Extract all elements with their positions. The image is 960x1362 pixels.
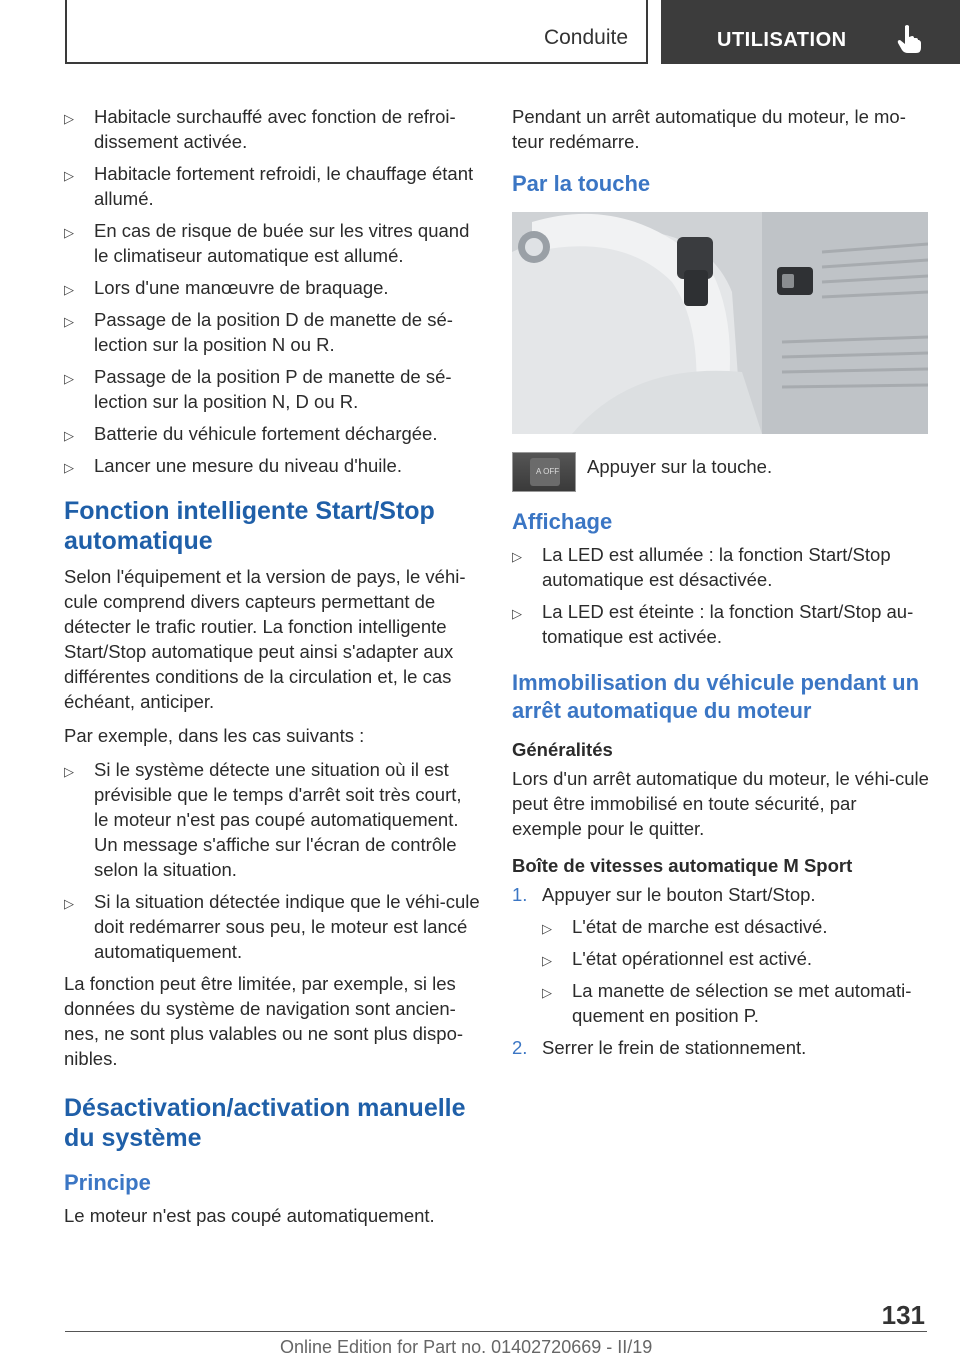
pointing-hand-icon	[896, 24, 922, 54]
heading-intelligent-start-stop: Fonction intelligente Start/Stop automatique	[64, 497, 435, 555]
heading-immobilisation: Immobilisation du véhicule pendant un arrêt automatique du moteur	[512, 670, 920, 723]
paragraph-intelligent: Selon l'équipement et la version de pays, le véhi-cule comprend divers capteurs permettant de détecter le trafic routier. La fonction intelligente Start/Stop automatique peut ainsi s'adapter aux différentes conditions de la circulation et, le cas échéant, anticiper.	[64, 566, 466, 712]
header-chapter-tab	[661, 0, 960, 64]
dashboard-illustration	[512, 212, 928, 434]
triangle-bullet-icon: ▷	[542, 921, 552, 936]
heading-generalites: Généralités	[512, 739, 613, 760]
triangle-bullet-icon: ▷	[64, 225, 74, 240]
triangle-bullet-icon: ▷	[64, 168, 74, 183]
list-item: ▷ Si la situation détectée indique que le véhi-cule doit redémarrer sous peu, le moteur est lancé automatiquement.	[64, 891, 480, 962]
step-item	[512, 882, 930, 1028]
affichage-list	[512, 542, 930, 649]
button-instruction	[512, 452, 930, 492]
step-number: 1.	[512, 884, 528, 905]
triangle-bullet-icon: ▷	[64, 460, 74, 475]
triangle-bullet-icon: ▷	[64, 428, 74, 443]
list-item: ▷ La manette de sélection se met automati-quement en position P.	[542, 980, 912, 1026]
heading-par-la-touche: Par la touche	[512, 171, 651, 196]
steps-list	[512, 882, 930, 1060]
step-number: 2.	[512, 1037, 528, 1058]
triangle-bullet-icon: ▷	[64, 282, 74, 297]
heading-principe: Principe	[64, 1170, 151, 1195]
list-item: ▷ Habitacle fortement refroidi, le chauffage étant allumé.	[64, 163, 474, 209]
left-column	[64, 104, 480, 1237]
list-item: ▷ Batterie du véhicule fortement déchargée.	[64, 421, 480, 446]
paragraph-example: Par exemple, dans les cas suivants :	[64, 725, 365, 746]
step-text: Serrer le frein de stationnement.	[542, 1037, 807, 1058]
footer-divider	[65, 1331, 927, 1332]
paragraph-restart: Pendant un arrêt automatique du moteur, le mo-teur redémarre.	[512, 106, 906, 152]
list-item: ▷ La LED est éteinte : la fonction Start/Stop au-tomatique est activée.	[512, 601, 914, 647]
list-item: ▷ Habitacle surchauffé avec fonction de refroi-dissement activée.	[64, 106, 456, 152]
heading-boite: Boîte de vitesses automatique M Sport	[512, 855, 853, 876]
triangle-bullet-icon: ▷	[512, 606, 522, 621]
conditions-list	[64, 104, 480, 478]
heading-affichage: Affichage	[512, 509, 613, 534]
page-number: 131	[881, 1300, 925, 1330]
list-item: ▷ L'état opérationnel est activé.	[542, 946, 930, 971]
right-column	[512, 104, 930, 1067]
triangle-bullet-icon: ▷	[64, 314, 74, 329]
heading-deactivation: Désactivation/activation manuelle du système	[64, 1094, 466, 1152]
list-item: ▷ Passage de la position P de manette de sé-lection sur la position N, D ou R.	[64, 366, 452, 412]
paragraph-generalites: Lors d'un arrêt automatique du moteur, le véhi-cule peut être immobilisé en toute sécurité, par exemple pour le quitter.	[512, 768, 929, 839]
auto-start-stop-off-button-icon	[512, 452, 576, 492]
footer-edition: Online Edition for Part no. 01402720669 - II/19	[280, 1337, 653, 1357]
triangle-bullet-icon: ▷	[542, 985, 552, 1000]
list-item: ▷ Si le système détecte une situation où il est prévisible que le temps d'arrêt soit très court, le moteur n'est pas coupé automatiquement. Un message s'affiche sur l'écran de contrôle selon la situation.	[64, 759, 462, 880]
triangle-bullet-icon: ▷	[542, 953, 552, 968]
triangle-bullet-icon: ▷	[64, 111, 74, 126]
header-section-title: Conduite	[543, 26, 628, 49]
list-item: ▷ Passage de la position D de manette de sé-lection sur la position N ou R.	[64, 309, 453, 355]
triangle-bullet-icon: ▷	[512, 549, 522, 564]
paragraph-limited: La fonction peut être limitée, par exemple, si les données du système de navigation sont ancien-nes, ne sont plus valables ou ne sont plus dispo-nibles.	[64, 973, 464, 1069]
header-chapter-title: UTILISATION	[717, 29, 847, 51]
dashboard-photo	[512, 212, 928, 434]
list-item: ▷ La LED est allumée : la fonction Start/Stop automatique est désactivée.	[512, 544, 891, 590]
button-instruction-text: Appuyer sur la touche.	[587, 456, 773, 477]
list-item: ▷ L'état de marche est désactivé.	[542, 914, 930, 939]
step-text: Appuyer sur le bouton Start/Stop.	[542, 884, 816, 905]
example-list	[64, 757, 480, 964]
button-label: A OFF	[536, 467, 560, 476]
header-section-box	[65, 0, 648, 64]
triangle-bullet-icon: ▷	[64, 764, 74, 779]
triangle-bullet-icon: ▷	[64, 896, 74, 911]
list-item: ▷ En cas de risque de buée sur les vitres quand le climatiseur automatique est allumé.	[64, 220, 470, 266]
triangle-bullet-icon: ▷	[64, 371, 74, 386]
list-item: ▷ Lancer une mesure du niveau d'huile.	[64, 453, 480, 478]
list-item: ▷ Lors d'une manœuvre de braquage.	[64, 275, 480, 300]
step-sub-list	[542, 914, 930, 1028]
paragraph-principe: Le moteur n'est pas coupé automatiquement.	[64, 1205, 435, 1226]
step-item	[512, 1035, 930, 1060]
